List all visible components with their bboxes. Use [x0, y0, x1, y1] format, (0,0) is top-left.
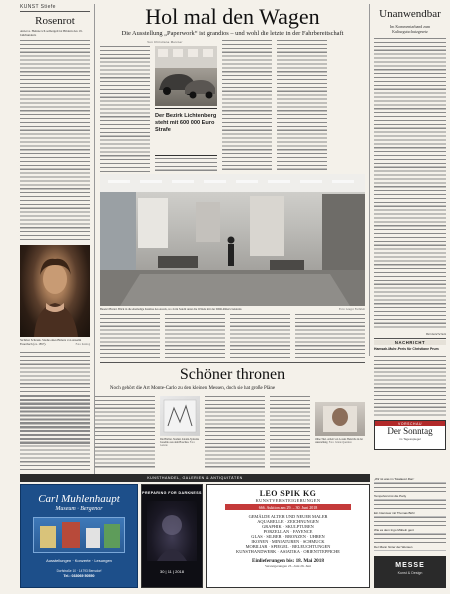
nachricht-rule: [374, 338, 446, 339]
classifieds-band: [20, 474, 370, 482]
schoner-col-2: [95, 396, 155, 468]
main-body-col-3: [222, 40, 272, 172]
sonntag-title: Der Sonntag: [387, 426, 433, 437]
nachricht-headline: Hamsah-Muhr-Preis für Christiane Prum: [374, 347, 439, 351]
pullquote-box: [155, 108, 217, 156]
schoner-col-4: [270, 396, 310, 468]
darkness-ad-date: 30 | 11 | 2018: [159, 569, 185, 574]
main-headline: Hol mal den Wagen: [145, 4, 320, 29]
kantine-caption: Besetzt Hurtel. Blick in die ehemalige Kantine des Areals, wo Jorin Sandtt unter die Wände mit der DDR-Ritterx bekleckt.: [100, 307, 243, 311]
left-kicker: KUNST Stiefe: [20, 4, 56, 10]
leo-ad-line6: IKONEN · MINIATUREN · SCHMUCK: [251, 539, 325, 544]
right-deck: Im Kommentarband zum Kulturgutschutzgesetz: [389, 24, 431, 34]
museum-ad-image: [33, 517, 125, 553]
portrait-caption: Sichtbar Schrank. Studie eines Bimers von Anselm Feuerbach (ca. 1857).: [20, 338, 82, 346]
left-intro: Ann-Ca. Heinze ich selbergelt ist Bildern des 19. Jahrhunderts: [20, 29, 83, 37]
leo-spik-ad[interactable]: [206, 484, 370, 588]
leo-ad-line2: AQUARELLE · ZEICHNUNGEN: [257, 519, 319, 524]
leo-ad-address: Versteigerungen 23.–Juni 26. Juni: [264, 564, 312, 568]
leo-ad-sub1: KUNSTVERSTEIGERUNGEN: [255, 498, 321, 503]
schoner-caption-2: Ohne Titel. Arbeit von Lorenz Henrichs in der Ausstellung.: [315, 438, 363, 445]
schoner-credit-2: Foto: Jonnie Quennan: [328, 441, 352, 445]
kantine-credit: Foto: Gregor Fuchtleit: [338, 307, 365, 311]
main-body-col-2b: [155, 158, 217, 172]
schoner-caption-1: Die Bücher. Studien Jonatin-Symonie Josselino aus dem Hoschau.: [160, 438, 200, 445]
museum-ad-footer: Dorfstraße 10 · 14793 Bensdorf: [56, 569, 102, 573]
pullquote: Der Bezirk Lichtenberg steht mit 600 000 Euro Strafe: [155, 113, 217, 133]
darkness-ad[interactable]: [141, 484, 203, 588]
museum-ad-services: Ausstellungen · Konzerte · Lesungen: [46, 558, 112, 563]
leo-ad-line5: GLAS · SILBER · BRONZEN · UHREN: [251, 534, 325, 539]
leo-ad-sub2: 666. Auktion am 29. – 30. Juni 2018: [225, 504, 351, 510]
leo-ad-line4: PORZELLAN · FAYENCE: [263, 529, 313, 534]
sonntag-box[interactable]: [374, 420, 446, 450]
leo-ad-line8: KUNSTHANDWERK · ASIATIKA · ORIENTTEPPICHE: [236, 549, 340, 554]
darkness-ad-title: PREPARING FOR DARKNESS: [142, 491, 202, 495]
sonntag-list-text: [374, 517, 446, 527]
kantine-photo: [100, 174, 365, 306]
museum-ad-title: Carl Muhlenhaupt: [38, 493, 120, 505]
leo-ad-deadline: Einlieferungen bis: 18. Mai 2018: [252, 558, 324, 564]
portrait-credit: Foto: Katalog: [75, 342, 90, 346]
museum-ad-phone: Tel.: 033069 50550: [63, 574, 95, 578]
leo-ad-line7: MOBILIAR · SPIEGEL · BELEUCHTUNGEN: [245, 544, 331, 549]
leo-ad-line1: GEMÄLDE ALTER UND NEUER MALER: [248, 514, 328, 519]
sonntag-list-text: [374, 483, 446, 493]
sonntag-list-item[interactable]: Wie es dem Ingo Möbeln gent: [374, 527, 446, 534]
portrait-photo: [20, 245, 90, 337]
schoner-col-1: [20, 396, 90, 446]
main-body-col-4: [277, 40, 327, 172]
main-byline: Von Christiane Meixner: [147, 40, 183, 44]
column-rule-right: [369, 4, 370, 356]
right-body: [374, 38, 446, 330]
main-body-col-8: [295, 314, 365, 360]
left-rule: [20, 11, 90, 12]
left-body-1: [20, 40, 90, 242]
main-body-col-5: [100, 314, 160, 360]
sonntag-kicker: VORSCHAU: [375, 421, 445, 426]
schoner-top-rule: [100, 362, 365, 363]
museum-ad-subtitle: Museum · Bergenor: [55, 506, 103, 512]
main-deck: Die Ausstellung „Paperwork“ ist grandios – und wohl die letzte in der Fahrbereitschaft: [121, 30, 344, 37]
right-small-ad[interactable]: [374, 556, 446, 588]
right-ad-sub: Kunst & Design: [397, 571, 423, 575]
sonntag-list: [374, 476, 446, 551]
sonntag-subtitle: im Tagesspiegel: [399, 437, 421, 442]
right-headline: Unanwendbar: [379, 8, 441, 20]
sonntag-list-item[interactable]: Tempohorst ist die Party: [374, 493, 446, 500]
cars-photo: [155, 46, 217, 106]
nachricht-body: [374, 356, 446, 416]
main-body-col-1: [100, 46, 150, 172]
schoner-photo-1: [160, 396, 200, 436]
schoner-photo-2: [315, 402, 365, 436]
sonntag-list-item[interactable]: „Wir ist was im Totalausz.Ran“: [374, 476, 446, 483]
leo-ad-name: LEO SPIK KG: [259, 489, 317, 498]
left-title: Rosenrot: [35, 15, 75, 27]
schoner-credit-1: Foto: Galerie: [160, 441, 196, 448]
classifieds-band-title: KUNSTHANDEL, GALERIEN & ANTIQUITÄTEN: [147, 476, 243, 480]
sonntag-list-item[interactable]: Ein Interview mit Thomas Bühr: [374, 510, 446, 517]
leo-ad-line3: GRAPHIK · SKULPTUREN: [262, 524, 314, 529]
sonntag-list-text: [374, 534, 446, 544]
museum-ad[interactable]: [20, 484, 138, 588]
sonntag-list-item[interactable]: Der Mann hinter der Wensen: [374, 544, 446, 551]
schoner-deck: Noch gehört die Art Monte-Carlo zu den kleinen Messen, doch sie hat große Pläne: [109, 386, 276, 391]
darkness-ad-image: [147, 501, 197, 561]
right-ad-title: MESSE: [395, 562, 425, 569]
sonntag-list-text: [374, 500, 446, 510]
main-body-col-6: [165, 314, 225, 360]
schoner-col-3: [205, 396, 265, 468]
main-body-col-7: [230, 314, 290, 360]
schoner-headline: Schöner thronen: [179, 366, 286, 383]
right-author: Bernhard Schulz: [426, 332, 446, 336]
nachricht-label: NACHRICHT: [374, 340, 446, 345]
